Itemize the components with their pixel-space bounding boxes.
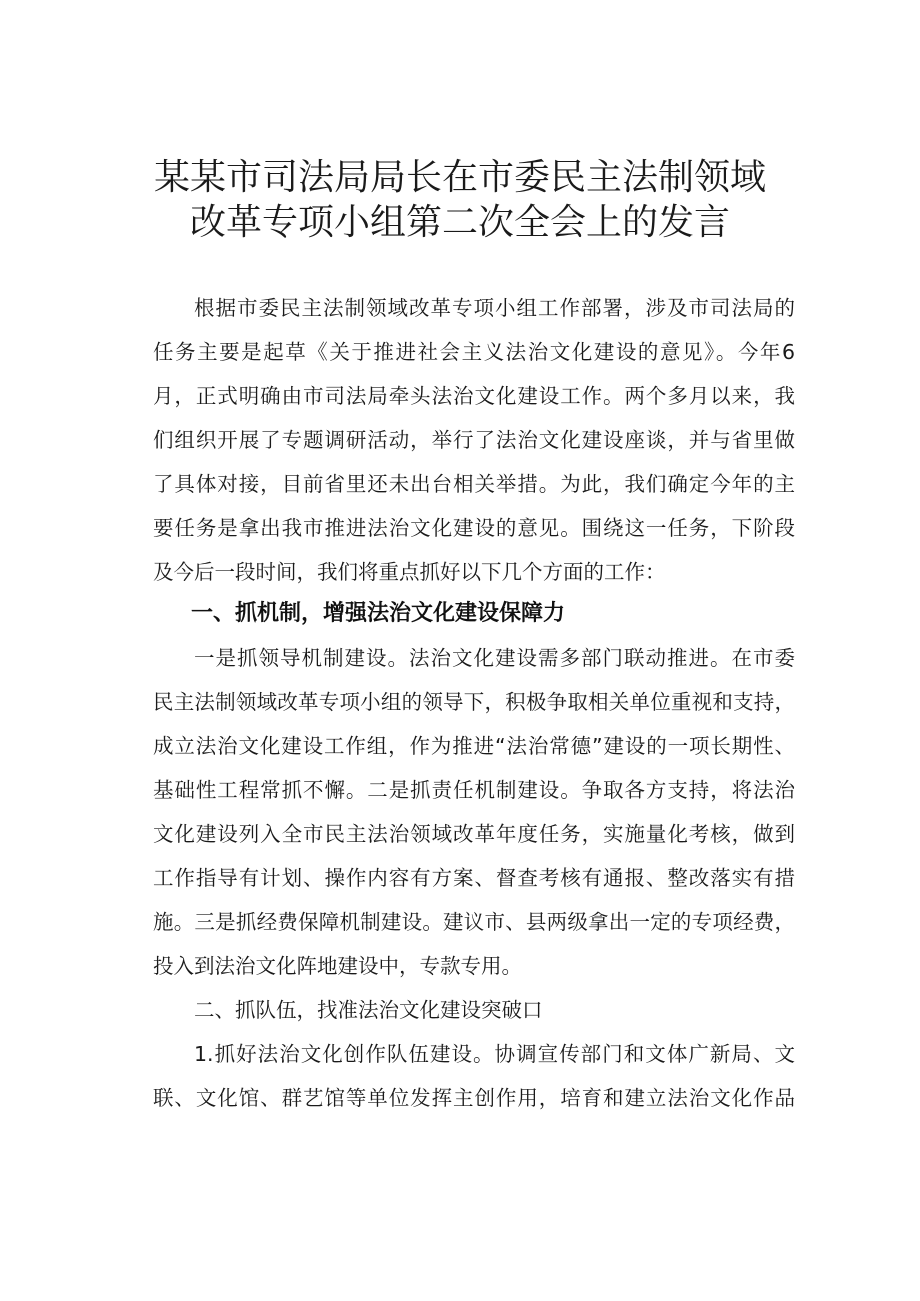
section-2-heading: 二、抓队伍，找准法治文化建设突破口 <box>194 998 543 1022</box>
section-2-paragraph-line: 联、文化馆、群艺馆等单位发挥主创作用，培育和建立法治文化作品 <box>153 1086 795 1110</box>
intro-paragraph-line: 任务主要是起草《关于推进社会主义法治文化建设的意见》。今年6 <box>153 340 795 364</box>
section-1-paragraph-line: 工作指导有计划、操作内容有方案、督查考核有通报、整改落实有措 <box>153 866 795 890</box>
intro-paragraph-line: 了具体对接，目前省里还未出台相关举措。为此，我们确定今年的主 <box>153 472 795 496</box>
section-2-paragraph-line: 1.抓好法治文化创作队伍建设。协调宣传部门和文体广新局、文 <box>194 1042 795 1066</box>
section-1-paragraph-line: 一是抓领导机制建设。法治文化建设需多部门联动推进。在市委 <box>194 646 795 670</box>
section-1-paragraph-line: 投入到法治文化阵地建设中，专款专用。 <box>153 954 522 978</box>
section-1-paragraph-line: 基础性工程常抓不懈。二是抓责任机制建设。争取各方支持，将法治 <box>153 778 795 802</box>
document-title-line-2: 改革专项小组第二次全会上的发言 <box>189 202 730 243</box>
section-1-paragraph-line: 民主法制领域改革专项小组的领导下，积极争取相关单位重视和支持， <box>153 690 795 714</box>
section-1-paragraph-line: 文化建设列入全市民主法治领域改革年度任务，实施量化考核，做到 <box>153 822 795 846</box>
section-1-heading: 一、抓机制，增强法治文化建设保障力 <box>191 601 566 626</box>
section-1-paragraph-line: 成立法治文化建设工作组，作为推进“法治常德”建设的一项长期性、 <box>153 734 795 758</box>
intro-paragraph-line: 根据市委民主法制领域改革专项小组工作部署，涉及市司法局的 <box>194 296 795 320</box>
intro-paragraph-line: 月，正式明确由市司法局牵头法治文化建设工作。两个多月以来，我 <box>153 384 795 408</box>
intro-paragraph-line: 及今后一段时间，我们将重点抓好以下几个方面的工作： <box>153 560 666 584</box>
document-title-line-1: 某某市司法局局长在市委民主法制领域 <box>153 157 766 198</box>
intro-paragraph-line: 要任务是拿出我市推进法治文化建设的意见。围绕这一任务，下阶段 <box>153 516 795 540</box>
section-1-paragraph-line: 施。三是抓经费保障机制建设。建议市、县两级拿出一定的专项经费， <box>153 910 795 934</box>
intro-paragraph-line: 们组织开展了专题调研活动，举行了法治文化建设座谈，并与省里做 <box>153 428 795 452</box>
